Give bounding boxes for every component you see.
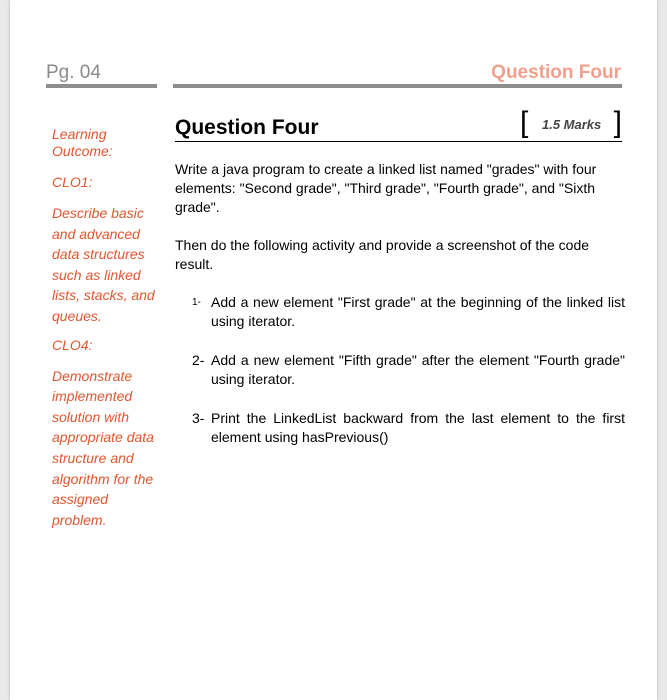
task-text: Add a new element "First grade" at the beginning of the linked list using iterator. <box>211 294 625 329</box>
clo1-code: CLO1: <box>52 174 93 190</box>
clo1-description: Describe basic and advanced data structures such as linked lists, stacks, and queues. <box>52 205 155 324</box>
header-rule-left <box>46 84 157 88</box>
learning-outcome-sidebar <box>52 126 157 540</box>
task-number: 2- <box>192 352 205 368</box>
document-page <box>10 0 657 700</box>
header-rule-right <box>173 84 622 88</box>
left-bracket: [ <box>520 106 529 139</box>
task-number: 3- <box>192 410 205 426</box>
page-number: Pg. 04 <box>46 62 101 83</box>
task-item <box>175 293 625 331</box>
marks-label: 1.5 Marks <box>542 117 602 132</box>
question-body <box>175 160 625 467</box>
task-item <box>175 351 625 389</box>
question-title: Question Four <box>175 116 319 139</box>
learning-outcome-label: Learning Outcome: <box>52 126 113 159</box>
task-item <box>175 409 625 447</box>
task-number: 1- <box>192 297 201 308</box>
header-section-title: Question Four <box>491 62 621 83</box>
right-bracket: ] <box>613 106 622 139</box>
clo4-code: CLO4: <box>52 336 93 353</box>
marks-box <box>520 108 622 138</box>
task-text: Print the LinkedList backward from the last element to the first element using hasPrevious() <box>211 410 625 445</box>
question-intro: Write a java program to create a linked list named "grades" with four elements: "Second grade", "Third grade", "Fourth grade", and "Sixth grade". <box>175 161 597 215</box>
title-underline <box>175 141 622 142</box>
question-instruction: Then do the following activity and provide a screenshot of the code result. <box>175 237 590 272</box>
task-text: Add a new element "Fifth grade" after the element "Fourth grade" using iterator. <box>211 352 625 387</box>
clo4-description: Demonstrate implemented solution with appropriate data structure and algorithm for the assigned problem. <box>52 367 154 528</box>
